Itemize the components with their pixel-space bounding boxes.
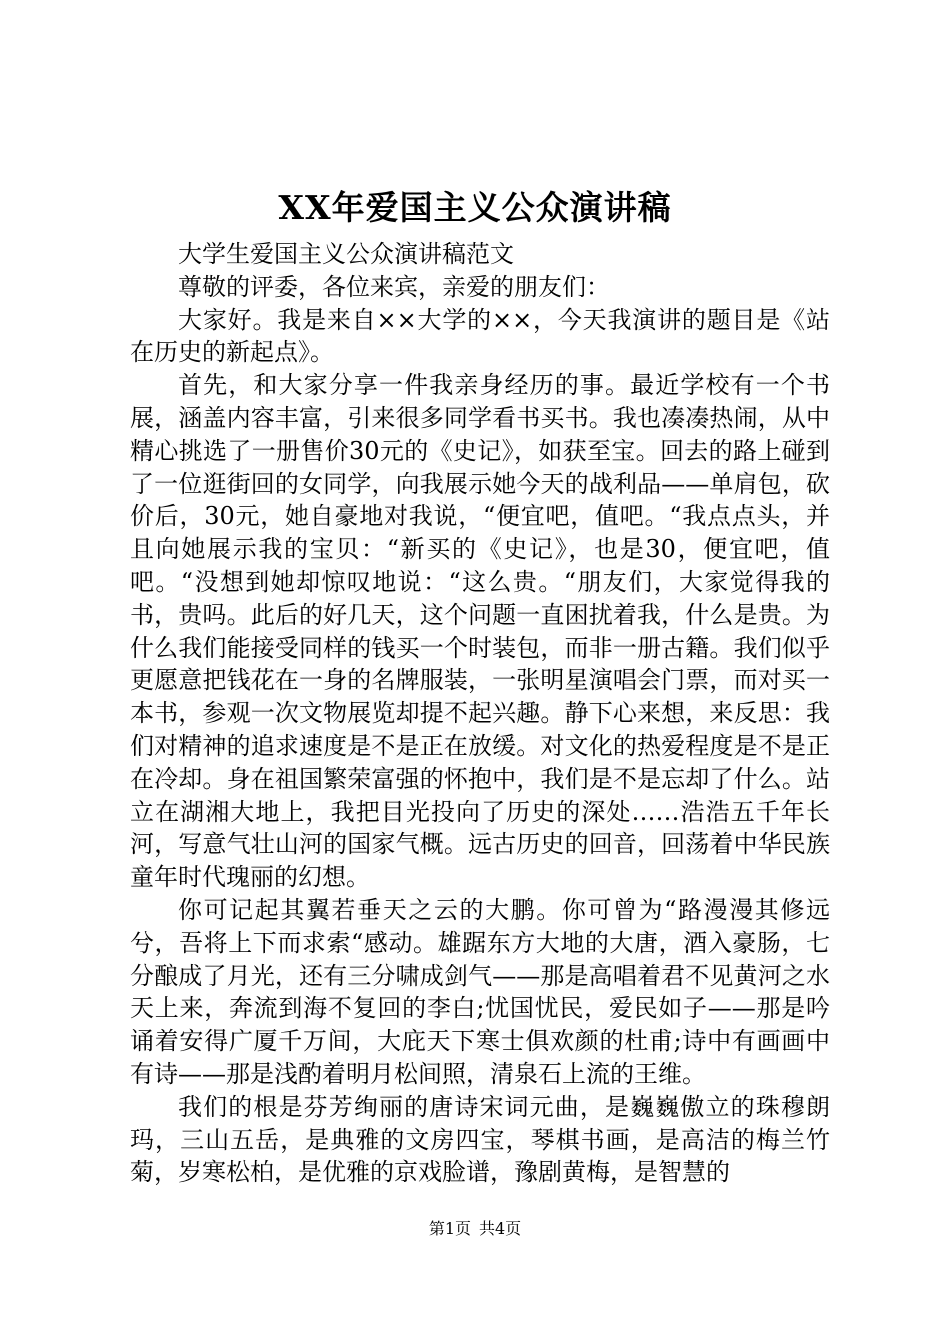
document-body (130, 238, 830, 1189)
page-number: 第1页 (428, 1219, 471, 1238)
paragraph-subtitle: 大学生爱国主义公众演讲稿范文 (178, 240, 514, 268)
page-total: 共4页 (479, 1219, 522, 1238)
paragraph-greeting: 大家好。我是来自××大学的××，今天我演讲的题目是《站在历史的新起点》。 (130, 305, 830, 367)
page-footer (0, 1218, 950, 1240)
paragraph-poets: 你可记起其翼若垂天之云的大鹏。你可曾为“路漫漫其修远兮，吾将上下而求索“感动。雄踞东方大地的大唐，酒入豪肠，七分酿成了月光，还有三分啸成剑气——那是高唱着君不见黄河之水天上来，奔流到海不复回的李白;忧国忧民，爱民如子——那是吟诵着安得广厦千万间，大庇天下寒士俱欢颜的杜甫;诗中有画画中有诗——那是浅酌着明月松间照，清泉石上流的王维。 (130, 895, 830, 1088)
document-title: XX年爱国主义公众演讲稿 (278, 188, 672, 227)
paragraph-roots: 我们的根是芬芳绚丽的唐诗宋词元曲，是巍巍傲立的珠穆朗玛，三山五岳，是典雅的文房四宝，琴棋书画，是高洁的梅兰竹菊，岁寒松柏，是优雅的京戏脸谱，豫剧黄梅，是智慧的 (130, 1092, 830, 1187)
paragraph-story: 首先，和大家分享一件我亲身经历的事。最近学校有一个书展，涵盖内容丰富，引来很多同学看书买书。我也凑凑热闹，从中精心挑选了一册售价30元的《史记》，如获至宝。回去的路上碰到了一位逛街回的女同学，向我展示她今天的战利品——单肩包，砍价后，30元，她自豪地对我说，“便宜吧，值吧。“我点点头，并且向她展示我的宝贝：“新买的《史记》，也是30，便宜吧，值吧。“没想到她却惊叹地说：“这么贵。“朋友们，大家觉得我的书，贵吗。此后的好几天，这个问题一直困扰着我，什么是贵。为什么我们能接受同样的钱买一个时装包，而非一册古籍。我们似乎更愿意把钱花在一身的名牌服装，一张明星演唱会门票，而对买一本书，参观一次文物展览却提不起兴趣。静下心来想，来反思：我们对精神的追求速度是不是正在放缓。对文化的热爱程度是不是正在冷却。身在祖国繁荣富强的怀抱中，我们是不是忘却了什么。站立在湖湘大地上，我把目光投向了历史的深处……浩浩五千年长河，写意气壮山河的国家气概。远古历史的回音，回荡着中华民族童年时代瑰丽的幻想。 (130, 371, 830, 892)
paragraph-salutation: 尊敬的评委，各位来宾，亲爱的朋友们： (178, 272, 610, 301)
